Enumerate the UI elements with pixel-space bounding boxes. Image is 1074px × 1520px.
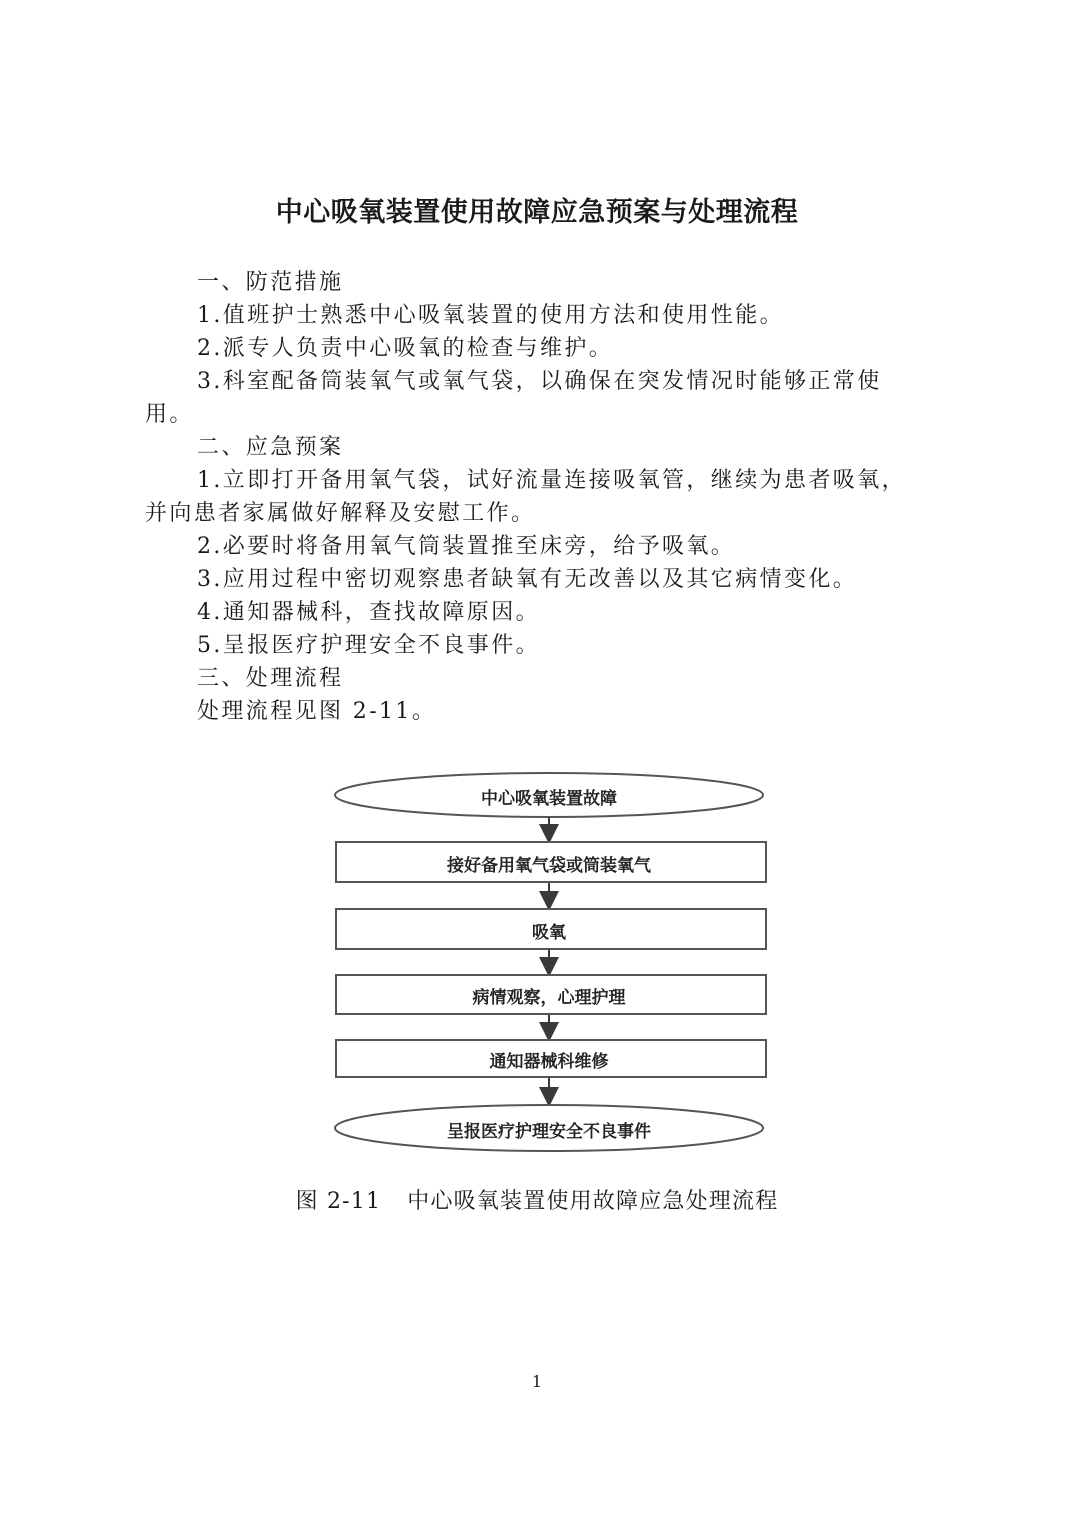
flow-node-end-label: 呈报医疗护理安全不良事件 xyxy=(447,1122,651,1142)
emergency-item-2: 2.必要时将备用氧气筒装置推至床旁，给予吸氧。 xyxy=(197,534,736,559)
flow-node-2-label: 接好备用氧气袋或筒装氧气 xyxy=(447,856,651,876)
emergency-item-1: 1.立即打开备用氧气袋，试好流量连接吸氧管，继续为患者吸氧， xyxy=(197,468,906,493)
process-text: 处理流程见图 2-11。 xyxy=(197,699,437,724)
flow-node-start-label: 中心吸氧装置故障 xyxy=(481,789,617,809)
prevention-item-3: 3.科室配备筒装氧气或氧气袋，以确保在突发情况时能够正常使 xyxy=(197,369,882,394)
figure-number: 图 2-11 xyxy=(295,1189,382,1214)
section-heading-prevention: 一、防范措施 xyxy=(197,270,344,295)
flow-node-5-label: 通知器械科维修 xyxy=(489,1052,609,1072)
flowchart xyxy=(332,770,770,1160)
prevention-item-3-continued: 用。 xyxy=(145,402,194,427)
prevention-item-2: 2.派专人负责中心吸氧的检查与维护。 xyxy=(197,336,614,361)
emergency-item-1-continued: 并向患者家属做好解释及安慰工作。 xyxy=(145,501,536,526)
emergency-item-4: 4.通知器械科，查找故障原因。 xyxy=(197,600,540,625)
prevention-item-1: 1.值班护士熟悉中心吸氧装置的使用方法和使用性能。 xyxy=(197,303,784,328)
emergency-item-5: 5.呈报医疗护理安全不良事件。 xyxy=(197,633,540,658)
section-heading-emergency: 二、应急预案 xyxy=(197,435,344,460)
document-body xyxy=(145,266,945,728)
figure-caption xyxy=(0,1184,1074,1215)
flow-node-4-label: 病情观察，心理护理 xyxy=(472,988,626,1008)
figure-caption-text: 中心吸氧装置使用故障应急处理流程 xyxy=(407,1189,779,1214)
emergency-item-3: 3.应用过程中密切观察患者缺氧有无改善以及其它病情变化。 xyxy=(197,567,858,592)
flow-node-3-label: 吸氧 xyxy=(532,923,566,943)
page-number: 1 xyxy=(531,1372,543,1391)
flowchart-shapes xyxy=(332,770,770,1160)
section-heading-process: 三、处理流程 xyxy=(197,666,344,691)
page-title: 中心吸氧装置使用故障应急预案与处理流程 xyxy=(275,197,799,228)
